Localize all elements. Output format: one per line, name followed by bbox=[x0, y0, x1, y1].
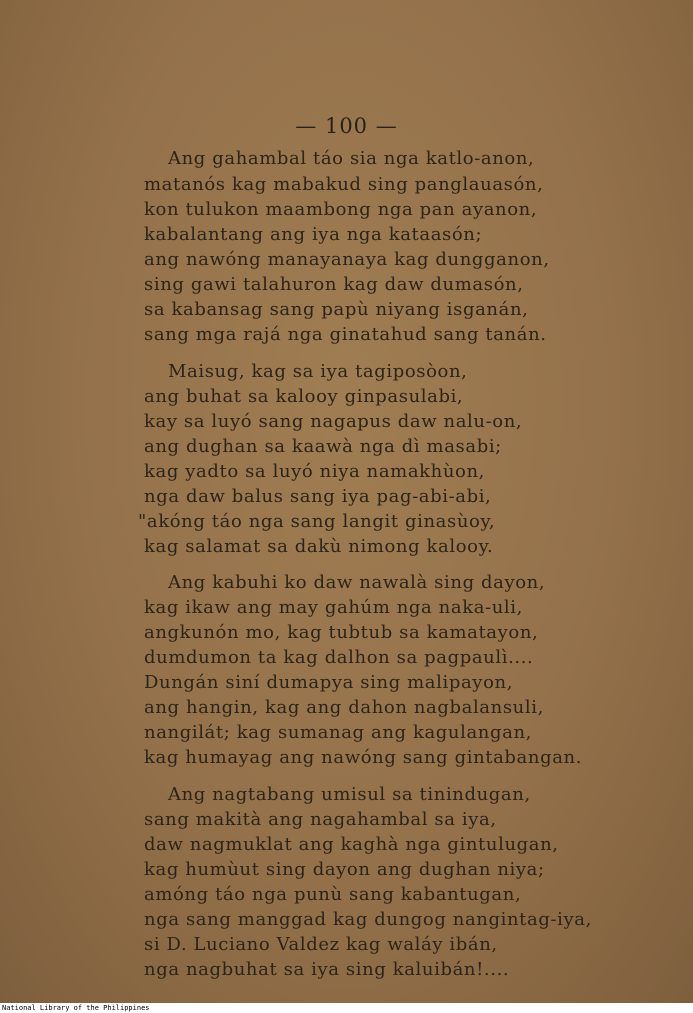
stanza-2-line-3: kay sa luyó sang nagapus daw nalu-on, bbox=[144, 411, 523, 432]
stanza-1-line-8: sang mga rajá nga ginatahud sang tanán. bbox=[144, 324, 547, 345]
stanza-4-line-4: kag humùut sing dayon ang dughan niya; bbox=[144, 859, 545, 880]
stanza-4-line-2: sang makità ang nagahambal sa iya, bbox=[144, 809, 497, 830]
stanza-3-line-7: nangilát; kag sumanag ang kagulangan, bbox=[144, 722, 532, 743]
stanza-3-line-2: kag ikaw ang may gahúm nga naka-uli, bbox=[144, 597, 523, 618]
stanza-4-line-5: amóng táo nga punù sang kabantugan, bbox=[144, 884, 522, 905]
footer-strip bbox=[0, 1003, 693, 1013]
stanza-1-line-6: sing gawi talahuron kag daw dumasón, bbox=[144, 274, 524, 295]
stanza-2-line-5: kag yadto sa luyó niya namakhùon, bbox=[144, 461, 486, 482]
stanza-4-line-8: nga nagbuhat sa iya sing kaluibán!.... bbox=[144, 959, 510, 980]
stanza-4-line-1: Ang nagtabang umisul sa tinindugan, bbox=[168, 784, 531, 805]
stanza-3-line-6: ang hangin, kag ang dahon nagbalansuli, bbox=[144, 697, 544, 718]
stanza-2-line-7: "akóng táo nga sang langit ginasùoy, bbox=[138, 511, 496, 532]
stanza-1-line-3: kon tulukon maambong nga pan ayanon, bbox=[144, 199, 538, 220]
stanza-2-line-2: ang buhat sa kalooy ginpasulabi, bbox=[144, 386, 464, 407]
stanza-1-line-7: sa kabansag sang papù niyang isganán, bbox=[144, 299, 529, 320]
stanza-4-line-7: si D. Luciano Valdez kag waláy ibán, bbox=[144, 934, 498, 955]
stanza-2-line-6: nga daw balus sang iya pag-abi-abi, bbox=[144, 486, 492, 507]
stanza-3-line-4: dumdumon ta kag dalhon sa pagpaulì.... bbox=[144, 647, 534, 668]
stanza-1-line-5: ang nawóng manayanaya kag dungganon, bbox=[144, 249, 550, 270]
stanza-3-line-3: angkunón mo, kag tubtub sa kamatayon, bbox=[144, 622, 539, 643]
stanza-3-line-8: kag humayag ang nawóng sang gintabangan. bbox=[144, 747, 583, 768]
stanza-4-line-6: nga sang manggad kag dungog nangintag-iya, bbox=[144, 909, 592, 930]
library-credit: National Library of the Philippines bbox=[2, 1004, 150, 1012]
stanza-2-line-1: Maisug, kag sa iya tagiposòon, bbox=[168, 361, 468, 382]
stanza-3-line-5: Dungán siní dumapya sing malipayon, bbox=[144, 672, 514, 693]
stanza-1-line-1: Ang gahambal táo sia nga katlo-anon, bbox=[168, 148, 535, 169]
page-number: — 100 — bbox=[295, 114, 398, 138]
stanza-2-line-4: ang dughan sa kaawà nga dì masabi; bbox=[144, 436, 502, 457]
stanza-3-line-1: Ang kabuhi ko daw nawalà sing dayon, bbox=[168, 572, 546, 593]
stanza-4-line-3: daw nagmuklat ang kaghà nga gintulugan, bbox=[144, 834, 559, 855]
stanza-1-line-2: matanós kag mabakud sing panglauasón, bbox=[144, 174, 544, 195]
stanza-1-line-4: kabalantang ang iya nga kataasón; bbox=[144, 224, 483, 245]
stanza-2-line-8: kag salamat sa dakù nimong kalooy. bbox=[144, 536, 494, 557]
